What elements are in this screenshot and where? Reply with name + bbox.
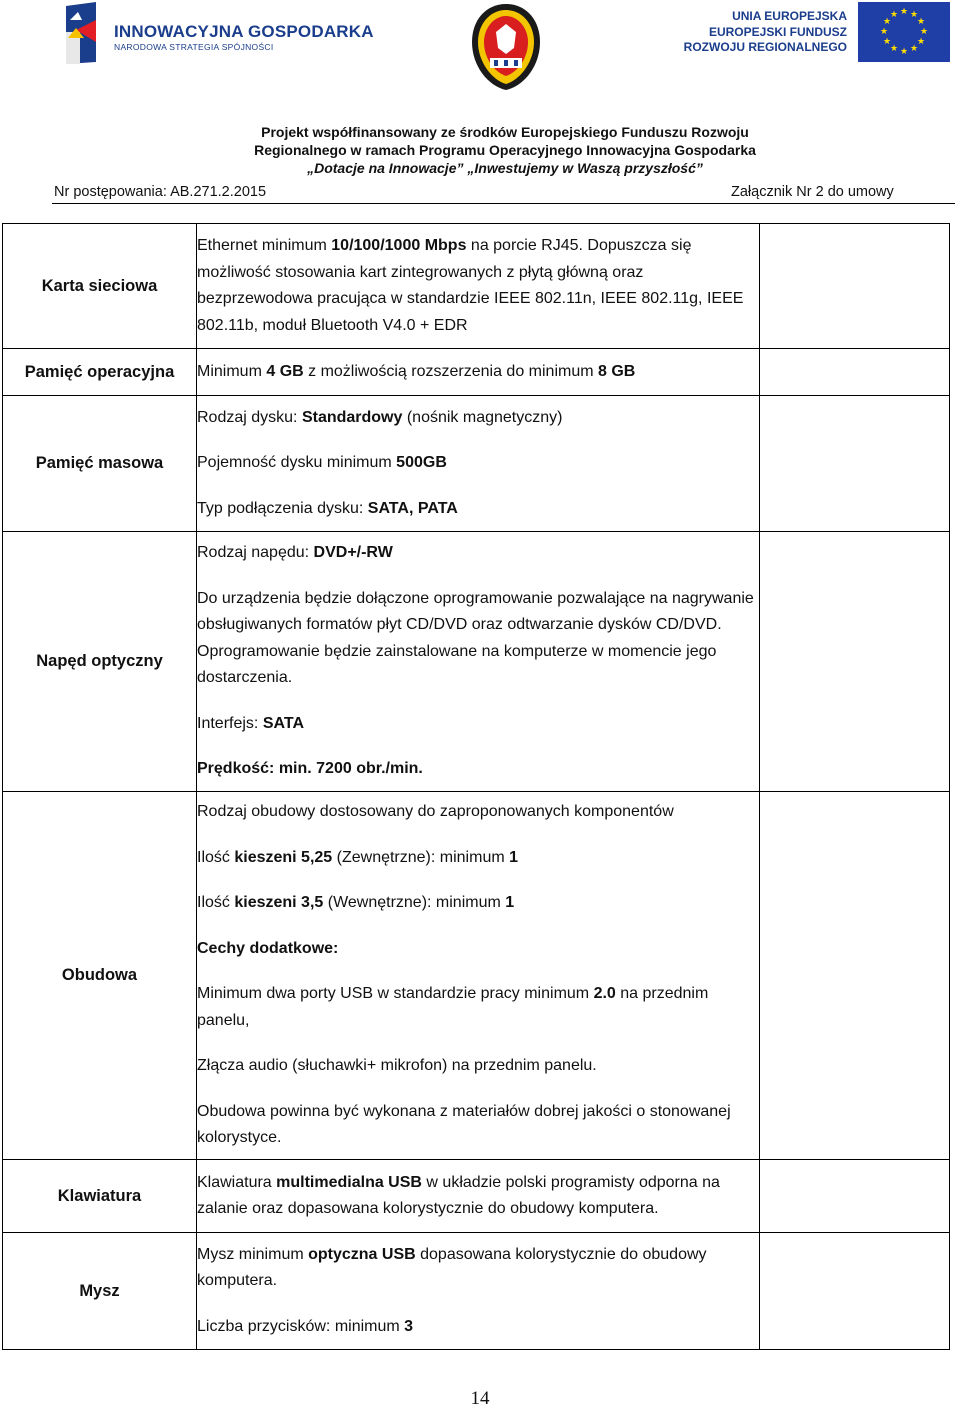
spec-text: Interfejs: [197,714,263,732]
row-description [197,396,760,532]
spec-text: Klawiatura [197,1173,277,1191]
spec-text-bold: 8 GB [598,362,636,380]
project-line: Projekt współfinansowany ze środków Europejskiego Funduszu Rozwoju [261,124,749,140]
offer-cell [760,792,950,1160]
spec-text-bold: 500GB [396,454,447,472]
spec-text: Liczba przycisków: minimum [197,1317,405,1335]
svg-text:★: ★ [879,27,889,37]
spec-text: z możliwością rozszerzenia do minimum [303,362,598,380]
table-row [3,792,950,1160]
project-cofinancing-note [0,123,960,177]
svg-text:★: ★ [909,44,919,54]
row-label: Karta sieciowa [3,224,197,349]
spec-text: dopasowana kolorystycznie do obudowy komputera. [197,1245,707,1290]
spec-text-bold: SATA, PATA [367,499,458,517]
spec-text-bold: SATA [262,714,304,732]
table-row [3,1233,950,1350]
svg-text:★: ★ [919,27,929,37]
spec-paragraph [197,799,759,826]
row-description [197,349,760,396]
svg-text:★: ★ [916,37,926,47]
spec-text: Minimum dwa porty USB w standardzie pracy minimum [197,985,594,1003]
svg-text:★: ★ [899,47,909,57]
spec-text-bold: DVD+/-RW [313,544,393,562]
spec-text: Rodzaj napędu: [197,544,314,562]
spec-paragraph [197,586,759,692]
spec-text-bold: Prędkość: min. 7200 obr./min. [197,760,423,778]
spec-text: Ilość [197,894,235,912]
left-logo-subtitle: NARODOWA STRATEGIA SPÓJNOŚCI [114,42,274,52]
row-description [197,1160,760,1233]
spec-text: Ethernet minimum [197,237,332,254]
table-row [3,1160,950,1233]
svg-text:★: ★ [909,10,919,20]
spec-paragraph [197,1242,759,1295]
spec-paragraph [197,711,759,738]
spec-text-bold: 1 [505,894,515,912]
row-label: Pamięć operacyjna [3,349,197,396]
spec-text-bold: 2.0 [593,985,616,1003]
spec-text: (Wewnętrzne): minimum [323,894,506,912]
offer-cell [760,396,950,532]
eu-flag-icon [858,2,950,62]
svg-text:★: ★ [882,17,892,27]
offer-cell [760,1160,950,1233]
spec-text-bold: 4 GB [266,362,304,380]
spec-paragraph [197,756,759,783]
spec-paragraph [197,1170,759,1223]
table-row [3,224,950,349]
eu-logo-text [684,9,847,56]
spec-text-bold: 1 [509,848,519,866]
row-label: Pamięć masowa [3,396,197,532]
eu-logo-line: EUROPEJSKI FUNDUSZ [708,24,847,39]
row-label: Napęd optyczny [3,532,197,792]
spec-text: Minimum [197,362,267,380]
spec-text: Typ podłączenia dysku: [197,499,368,517]
row-label: Mysz [3,1233,197,1350]
spec-text-bold: Cechy dodatkowe: [197,939,339,957]
spec-paragraph [197,890,759,917]
spec-text: Rodzaj dysku: [197,408,302,426]
spec-text: (Zewnętrzne): minimum [332,848,510,866]
innowacyjna-gospodarka-logo [62,2,374,66]
spec-paragraph [197,1053,759,1080]
spec-text: Mysz minimum [197,1245,309,1263]
spec-text-bold: multimedialna USB [276,1173,422,1191]
spec-text: na porcie RJ45. Dopuszcza się możliwość stosowania kart zintegrowanych z płytą główną oraz bezprzewodowa pracująca w standardzie IEEE 802.11n, IEEE 802.11g, IEEE 802.11b, moduł Bluetooth V4.0 + EDR [197,237,744,334]
left-logo-title: INNOWACYJNA GOSPODARKA [114,22,374,41]
svg-text:★: ★ [889,10,899,20]
eu-logo-line: ROZWOJU REGIONALNEGO [683,40,847,54]
spec-paragraph [197,1099,759,1152]
row-description [197,224,760,349]
municipal-crest-icon [468,2,544,92]
spec-text: Obudowa powinna być wykonana z materiałów dobrej jakości o stonowanej kolorystyce. [197,1102,731,1147]
spec-paragraph [197,359,759,386]
spec-text: (nośnik magnetyczny) [402,408,563,426]
svg-text:★: ★ [889,44,899,54]
spec-text: Złącza audio (słuchawki+ mikrofon) na przednim panelu. [197,1057,597,1075]
spec-paragraph [197,233,759,339]
attachment-label: Załącznik Nr 2 do umowy [731,184,894,200]
spec-paragraph [197,1314,759,1341]
row-description [197,792,760,1160]
innowacyjna-gospodarka-mark-icon [62,2,102,64]
svg-text:★: ★ [916,17,926,27]
offer-cell [760,1233,950,1350]
offer-cell [760,349,950,396]
specification-table [2,223,950,1350]
spec-text-bold: Standardowy [301,408,403,426]
table-row [3,349,950,396]
table-row [3,532,950,792]
eu-logo-line: UNIA EUROPEJSKA [732,9,847,23]
project-line: Regionalnego w ramach Programu Operacyjnego Innowacyjna Gospodarka [254,142,756,158]
spec-paragraph [197,450,759,477]
spec-paragraph [197,936,759,963]
row-label: Obudowa [3,792,197,1160]
offer-cell [760,532,950,792]
spec-paragraph [197,496,759,523]
spec-text: Do urządzenia będzie dołączone oprogramowanie pozwalające na nagrywanie obsługiwanych formatów płyt CD/DVD oraz odtwarzanie dysków CD/DVD. Oprogramowanie będzie zainstalowane na komputerze w momencie jego dostarczenia. [197,589,754,687]
spec-text: w układzie polski programisty odporna na zalanie oraz dopasowana kolorystycznie do obudowy komputera. [197,1173,720,1217]
offer-cell [760,224,950,349]
spec-text: Rodzaj obudowy dostosowany do zaproponowanych komponentów [197,803,674,821]
spec-paragraph [197,981,759,1034]
row-description [197,532,760,792]
table-row [3,396,950,532]
spec-text: Ilość [197,848,235,866]
spec-text-bold: kieszeni 5,25 [234,848,333,866]
spec-paragraph [197,405,759,432]
row-label: Klawiatura [3,1160,197,1233]
procedure-number: Nr postępowania: AB.271.2.2015 [54,184,267,200]
svg-text:★: ★ [882,37,892,47]
page-number: 14 [470,1388,490,1409]
spec-paragraph [197,845,759,872]
project-slogan: „Dotacje na Innowacje” „Inwestujemy w Waszą przyszłość” [307,160,703,176]
spec-text-bold: 10/100/1000 Mbps [331,237,467,254]
spec-text: Pojemność dysku minimum [197,454,397,472]
header-divider [52,203,955,204]
row-description [197,1233,760,1350]
spec-paragraph [197,540,759,567]
spec-text: na przednim panelu, [197,985,709,1029]
spec-text-bold: optyczna USB [308,1245,416,1263]
spec-text-bold: kieszeni 3,5 [234,894,324,912]
spec-text-bold: 3 [404,1317,414,1335]
svg-text:★: ★ [899,7,909,17]
